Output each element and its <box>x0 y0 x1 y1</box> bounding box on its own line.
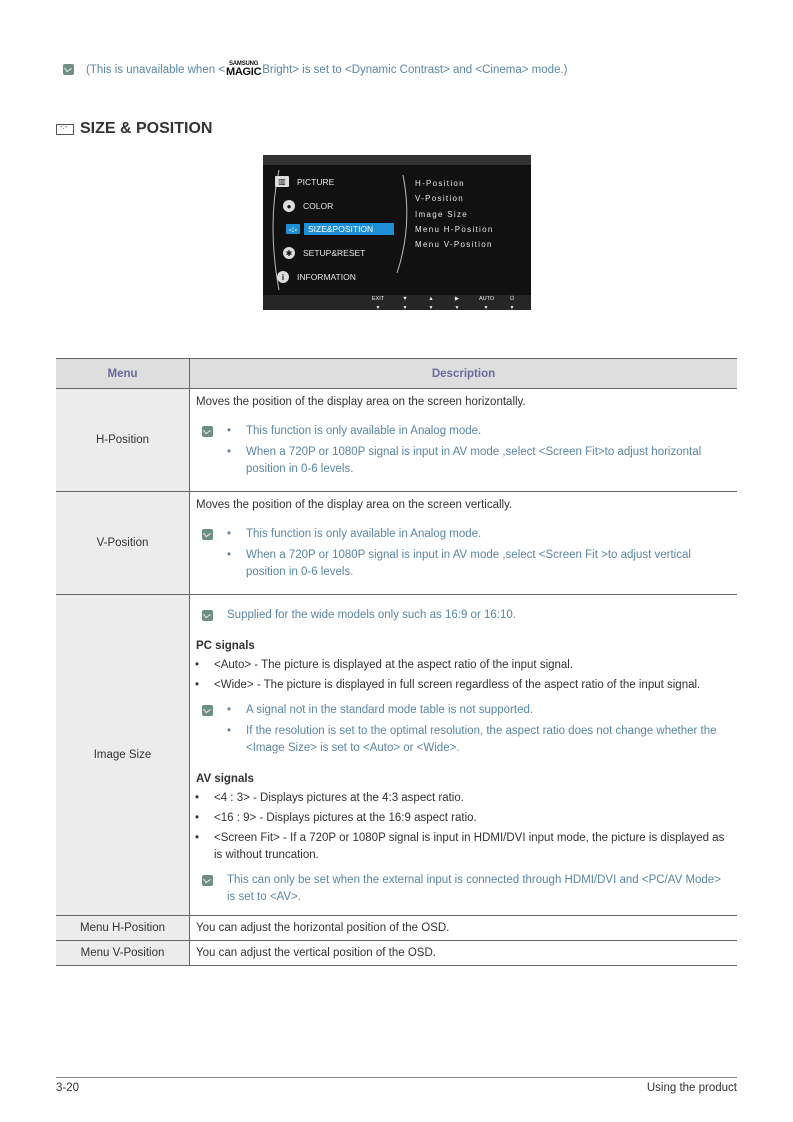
table-row <box>56 941 737 966</box>
osd-item-label: INFORMATION <box>297 272 356 282</box>
chapter-title: Using the product <box>646 1082 737 1094</box>
osd-up-button <box>424 297 438 311</box>
note-item: • When a 720P or 1080P signal is input in AV mode ,select <Screen Fit >to adjust vertical position in 0-6 levels. <box>226 547 731 581</box>
list-item: • <4 : 3> - Displays pictures at the 4:3 aspect ratio. <box>196 790 731 807</box>
osd-menu-screenshot <box>263 155 531 310</box>
osd-sub-h-position: H-Position <box>415 179 465 188</box>
row-desc-menu-v-position <box>190 941 738 966</box>
osd-exit-button <box>371 297 385 311</box>
note-text-after: Bright> is set to <Dynamic Contrast> and <Cinema> mode.) <box>262 63 568 76</box>
table-row <box>56 916 737 941</box>
chevron-down-icon: ▼ <box>402 304 408 311</box>
gear-icon: ✱ <box>283 247 295 259</box>
chevron-down-icon: ▼ <box>375 304 381 311</box>
osd-item-size-position <box>286 223 394 235</box>
note-text: This can only be set when the external input is connected through HDMI/DVI and <PC/AV Mode> is set to <AV>. <box>227 874 721 903</box>
note-icon <box>202 426 213 437</box>
note-icon <box>63 64 74 75</box>
note-icon <box>202 705 213 716</box>
av-signals-heading: AV signals <box>196 773 254 785</box>
info-icon: i <box>277 271 289 283</box>
section-heading <box>56 120 212 138</box>
note-item: • If the resolution is set to the optimal resolution, the aspect ratio does not change whether the <Image Size> is set to <Auto> or <Wide>. <box>226 723 731 757</box>
osd-button-label: ▲ <box>428 296 434 302</box>
osd-button-label: EXIT <box>371 296 385 302</box>
osd-item-information <box>277 271 356 283</box>
row-menu-h-position: H-Position <box>56 389 190 492</box>
osd-item-color <box>283 200 333 212</box>
size-position-icon <box>56 124 74 135</box>
section-title: SIZE & POSITION <box>80 120 213 137</box>
logo-big-text: MAGIC <box>226 66 262 78</box>
size-position-icon: -:- <box>286 224 300 234</box>
note-icon <box>202 610 213 621</box>
chevron-down-icon: ▼ <box>454 304 460 311</box>
table-row <box>56 389 737 492</box>
table-row <box>56 492 737 595</box>
note-item: • This function is only available in Analog mode. <box>226 423 731 440</box>
osd-item-setup-reset <box>283 247 365 259</box>
chevron-down-icon: ▼ <box>509 304 515 311</box>
osd-auto-button <box>479 297 493 311</box>
samsung-magic-logo <box>226 61 261 78</box>
row-desc-image-size <box>190 595 738 916</box>
list-item: • <16 : 9> - Displays pictures at the 16:9 aspect ratio. <box>196 810 731 827</box>
osd-item-label: SETUP&RESET <box>303 248 366 258</box>
note-text <box>86 61 567 78</box>
table-row <box>56 595 737 916</box>
desc-text: Moves the position of the display area on the screen horizontally. <box>196 396 526 408</box>
note-item: • This function is only available in Analog mode. <box>226 526 731 543</box>
row-menu-menu-h-position: Menu H-Position <box>56 916 190 941</box>
note-icon <box>202 529 213 540</box>
list-item: • <Auto> - The picture is displayed at the aspect ratio of the input signal. <box>196 657 731 674</box>
note-block <box>196 872 731 906</box>
note-text: Supplied for the wide models only such as 16:9 or 16:10. <box>227 609 516 621</box>
note-icon <box>202 875 213 886</box>
magic-bright-note <box>63 61 567 78</box>
footer-divider <box>56 1077 737 1078</box>
desc-text: Moves the position of the display area on the screen vertically. <box>196 499 513 511</box>
osd-sub-v-position: V-Position <box>415 194 465 203</box>
note-block <box>196 423 731 482</box>
row-desc-h-position <box>190 389 738 492</box>
desc-text: You can adjust the vertical position of the OSD. <box>196 947 436 959</box>
osd-down-button <box>398 297 412 311</box>
list-item: • <Wide> - The picture is displayed in full screen regardless of the aspect ratio of the input signal. <box>196 677 731 694</box>
note-text-before: (This is unavailable when < <box>86 63 226 76</box>
note-block <box>196 702 731 761</box>
picture-icon: ▥ <box>275 176 289 187</box>
row-menu-image-size: Image Size <box>56 595 190 916</box>
row-desc-v-position <box>190 492 738 595</box>
table-header-row <box>56 359 737 389</box>
note-item: • A signal not in the standard mode table is not supported. <box>226 702 731 719</box>
menu-description-table <box>56 358 737 966</box>
chevron-down-icon: ▼ <box>428 304 434 311</box>
pc-signals-heading: PC signals <box>196 640 255 652</box>
osd-item-label: PICTURE <box>297 176 335 187</box>
power-icon: ⏻ <box>509 296 515 302</box>
note-block <box>196 607 731 624</box>
row-menu-menu-v-position: Menu V-Position <box>56 941 190 966</box>
row-menu-v-position: V-Position <box>56 492 190 595</box>
chevron-down-icon: ▼ <box>483 304 489 311</box>
color-palette-icon: ● <box>283 200 295 212</box>
osd-button-label: ▼ <box>402 296 408 302</box>
osd-button-label: ▶ <box>454 296 460 302</box>
desc-text: You can adjust the horizontal position of the OSD. <box>196 922 450 934</box>
osd-sub-image-size: Image Size <box>415 210 469 219</box>
osd-item-label-selected: SIZE&POSITION <box>304 223 394 235</box>
osd-sub-menu-h-position: Menu H-Position <box>415 225 494 234</box>
osd-enter-button <box>450 297 464 311</box>
osd-item-picture <box>275 176 334 187</box>
note-item: • When a 720P or 1080P signal is input in AV mode ,select <Screen Fit>to adjust horizontal position in 0-6 levels. <box>226 444 731 478</box>
page-number: 3-20 <box>56 1082 80 1094</box>
header-description: Description <box>190 359 738 389</box>
osd-item-label: COLOR <box>303 201 334 211</box>
logo-small-text: SAMSUNG <box>228 61 259 67</box>
osd-sub-menu-v-position: Menu V-Position <box>415 240 493 249</box>
osd-button-label: AUTO <box>479 296 495 302</box>
row-desc-menu-h-position <box>190 916 738 941</box>
header-menu: Menu <box>56 359 190 389</box>
osd-power-button <box>505 297 519 311</box>
list-item: • <Screen Fit> - If a 720P or 1080P signal is input in HDMI/DVI input mode, the picture is displayed as is without truncation. <box>196 830 731 864</box>
note-block <box>196 526 731 585</box>
